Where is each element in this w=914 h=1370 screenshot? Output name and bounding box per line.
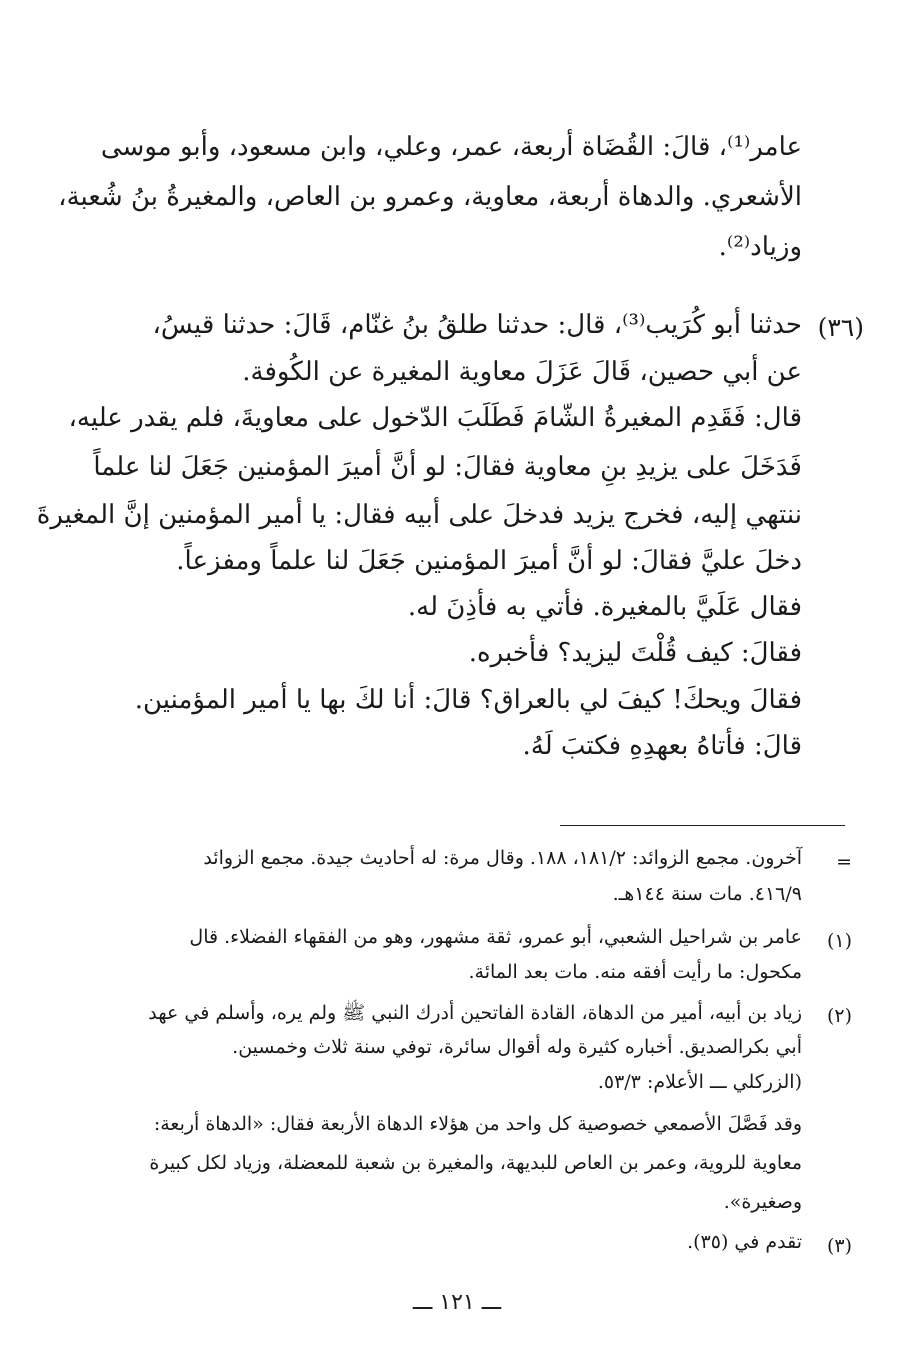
main-line: عامر⁽¹⁾، قالَ: القُضَاة أربعة، عمر، وعلي، وابن مسعود، وأبو موسى	[100, 132, 802, 162]
entry-number: (٣٦)	[817, 313, 864, 342]
footnote-line: ٤١٦/٩. مات سنة ١٤٤هـ.	[612, 883, 802, 905]
footnote-line: وقد فَصَّلَ الأصمعي خصوصية كل واحد من هؤلاء الدهاة الأربعة فقال: «الدهاة أربعة:	[153, 1113, 802, 1135]
footnote-line: (الزركلي ـــ الأعلام: ٥٣/٣.	[597, 1071, 802, 1093]
footnote-line: مكحول: ما رأيت أفقه منه. مات بعد المائة.	[468, 961, 802, 983]
footnote-line: معاوية للروية، وعمر بن العاص للبديهة، والمغيرة بن شعبة للمعضلة، وزياد لكل كبيرة	[149, 1152, 802, 1174]
main-line: ننتهي إليه، فخرج يزيد فدخلَ على أبيه فقال: يا أمير المؤمنين إنَّ المغيرةَ	[36, 500, 802, 530]
page-number: ـــ ١٢١ ـــ	[412, 1290, 502, 1315]
main-line: فقال عَلَيَّ بالمغيرة. فأتي به فأذِنَ له.	[407, 592, 802, 622]
footnote-marker: (١)	[826, 930, 852, 952]
footnote-separator	[560, 825, 845, 826]
main-line: قالَ: فأتاهُ بعهدِهِ فكتبَ لَهُ.	[522, 731, 802, 761]
footnote-marker: (٣)	[826, 1235, 852, 1257]
footnote-line: أبي بكرالصديق. أخباره كثيرة وله أقوال سائرة، توفي سنة ثلاث وخمسين.	[232, 1036, 802, 1058]
footnote-line: زياد بن أبيه، أمير من الدهاة، القادة الفاتحين أدرك النبي ﷺ ولم يره، وأسلم في عهد	[148, 1002, 802, 1024]
main-line: فَدَخَلَ على يزيدِ بنِ معاوية فقالَ: لو أنَّ أميرَ المؤمنين جَعَلَ لنا علماً	[93, 452, 802, 482]
main-line: عن أبي حصين، قَالَ عَزَلَ معاوية المغيرة عن الكُوفة.	[242, 357, 802, 387]
footnote-marker: (٢)	[826, 1005, 852, 1027]
footnote-marker: =	[836, 851, 852, 873]
main-line: فقالَ: كيف قُلْتَ ليزيد؟ فأخبره.	[468, 638, 802, 668]
footnote-line: تقدم في (٣٥).	[687, 1231, 802, 1253]
main-line: فقالَ ويحكَ! كيفَ لي بالعراق؟ قالَ: أنا لكَ بها يا أمير المؤمنين.	[134, 685, 802, 715]
footnote-line: وصغيرة».	[723, 1191, 802, 1213]
main-line: دخلَ عليَّ فقالَ: لو أنَّ أميرَ المؤمنين جَعَلَ لنا علماً ومفزعاً.	[176, 546, 802, 576]
footnote-line: عامر بن شراحيل الشعبي، أبو عمرو، ثقة مشهور، وهو من الفقهاء الفضلاء. قال	[189, 926, 802, 948]
main-line: وزياد⁽²⁾.	[718, 232, 802, 262]
main-line: الأشعري. والدهاة أربعة، معاوية، وعمرو بن العاص، والمغيرةُ بنُ شُعبة،	[58, 182, 802, 212]
main-line: حدثنا أبو كُرَيب⁽³⁾، قال: حدثنا طلقُ بنُ غنّام، قَالَ: حدثنا قيسُ،	[152, 310, 802, 340]
main-line: قال: فَقَدِم المغيرةُ الشّامَ فَطَلَبَ الدّخول على معاويةَ، فلم يقدر عليه،	[68, 403, 802, 433]
footnote-line: آخرون. مجمع الزوائد: ١٨١/٢، ١٨٨. وقال مرة: له أحاديث جيدة. مجمع الزوائد	[203, 847, 802, 869]
